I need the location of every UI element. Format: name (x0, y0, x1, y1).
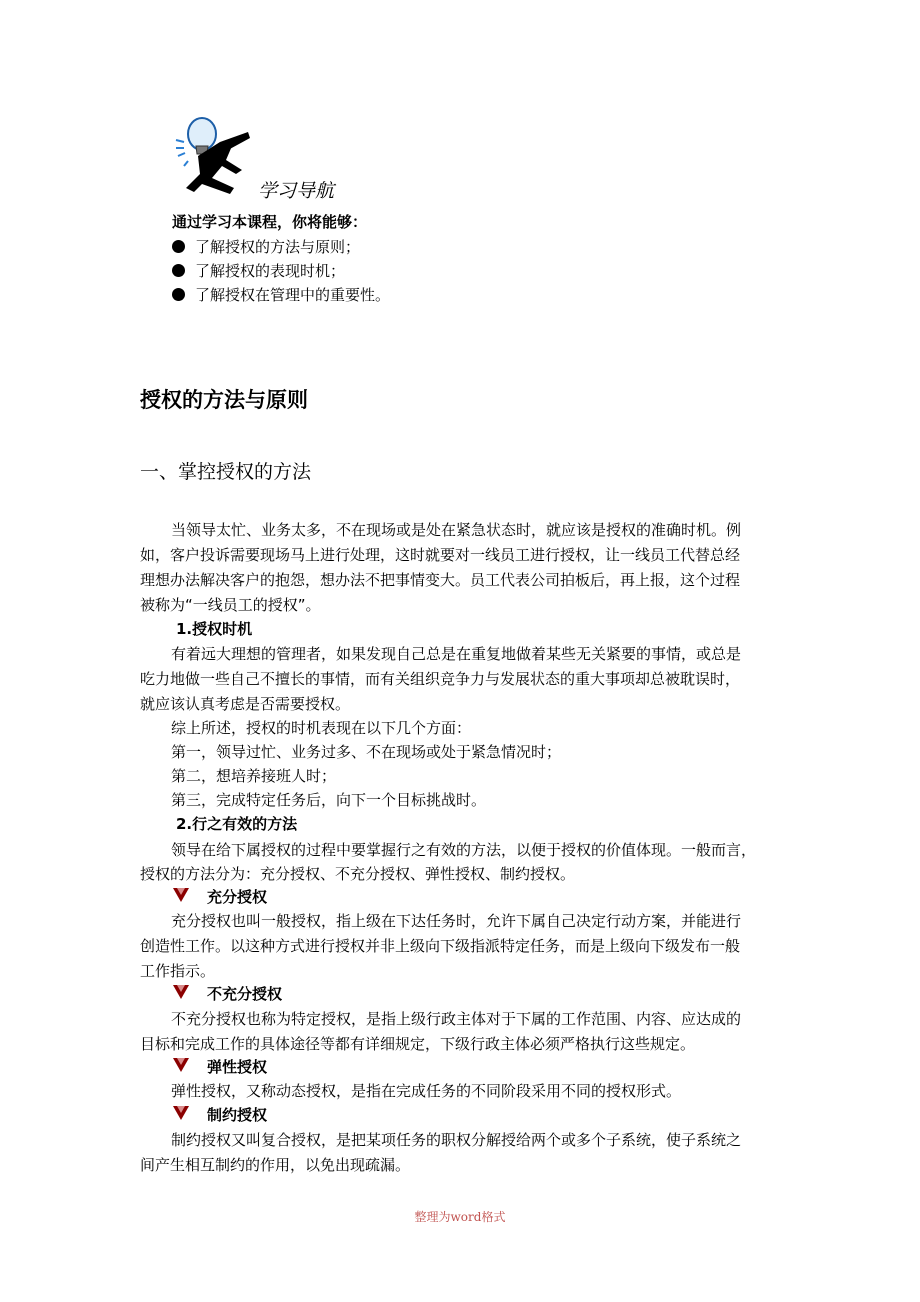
section-heading: 一、掌控授权的方法 (140, 461, 312, 483)
bullet-icon (172, 240, 185, 253)
paragraph-line: 理想办法解决客户的抱怨，想办法不把事情变大。员工代表公司拍板后，再上报，这个过程 (140, 571, 741, 589)
arrow-bullet-icon (172, 1056, 190, 1074)
list-item: 第三，完成特定任务后，向下一个目标挑战时。 (171, 791, 487, 809)
arrow-bullet-icon (172, 983, 190, 1001)
paragraph-line: 不充分授权也称为特定授权，是指上级行政主体对于下属的工作范围、内容、应达成的 (171, 1010, 742, 1028)
arrow-bullet-icon (172, 1104, 190, 1122)
method-title: 充分授权 (207, 888, 268, 906)
nav-bullet-item: 了解授权在管理中的重要性。 (172, 283, 390, 307)
paragraph-line: 充分授权也叫一般授权，指上级在下达任务时，允许下属自己决定行动方案，并能进行 (171, 912, 742, 930)
subsection-title: 2.行之有效的方法 (176, 815, 298, 833)
paragraph-line: 创造性工作。以这种方式进行授权并非上级向下级指派特定任务，而是上级向下级发布一般 (140, 937, 741, 955)
nav-bullet-item: 了解授权的表现时机； (172, 259, 345, 283)
paragraph-line: 目标和完成工作的具体途径等都有详细规定，下级行政主体必须严格执行这些规定。 (140, 1035, 696, 1053)
list-item: 第二，想培养接班人时； (171, 767, 337, 785)
nav-bullet-item: 了解授权的方法与原则； (172, 235, 360, 259)
paragraph-line: 有着远大理想的管理者，如果发现自己总是在重复地做着某些无关紧要的事情，或总是 (171, 645, 742, 663)
subsection-title: 1.授权时机 (176, 620, 253, 638)
paragraph-line: 综上所述，授权的时机表现在以下几个方面： (171, 719, 472, 737)
nav-title: 学习导航 (258, 180, 335, 202)
paragraph-line: 工作指示。 (140, 962, 216, 980)
footer-note: 整理为word格式 (414, 1210, 506, 1224)
lightbulb-runner-logo (172, 112, 252, 198)
list-item: 第一，领导过忙、业务过多、不在现场或处于紧急情况时； (171, 743, 562, 761)
paragraph-line: 授权的方法分为：充分授权、不充分授权、弹性授权、制约授权。 (140, 865, 576, 883)
method-title: 制约授权 (207, 1106, 268, 1124)
bullet-icon (172, 264, 185, 277)
nav-intro: 通过学习本课程，你将能够： (172, 213, 368, 231)
paragraph-line: 吃力地做一些自己不擅长的事情，而有关组织竞争力与发展状态的重大事项却总被耽误时， (140, 670, 741, 688)
paragraph-line: 被称为“一线员工的授权”。 (140, 596, 321, 614)
paragraph-line: 就应该认真考虑是否需要授权。 (140, 695, 351, 713)
method-title: 不充分授权 (207, 985, 283, 1003)
arrow-bullet-icon (172, 886, 190, 904)
paragraph-line: 间产生相互制约的作用，以免出现疏漏。 (140, 1156, 411, 1174)
paragraph-line: 领导在给下属授权的过程中要掌握行之有效的方法，以便于授权的价值体现。一般而言， (171, 841, 757, 859)
method-title: 弹性授权 (207, 1058, 268, 1076)
paragraph-line: 当领导太忙、业务太多，不在现场或是处在紧急状态时，就应该是授权的准确时机。例 (171, 521, 742, 539)
bullet-icon (172, 288, 185, 301)
paragraph-line: 弹性授权，又称动态授权，是指在完成任务的不同阶段采用不同的授权形式。 (171, 1082, 682, 1100)
paragraph-line: 制约授权又叫复合授权，是把某项任务的职权分解授给两个或多个子系统，使子系统之 (171, 1131, 742, 1149)
main-heading: 授权的方法与原则 (140, 388, 308, 412)
paragraph-line: 如，客户投诉需要现场马上进行处理，这时就要对一线员工进行授权，让一线员工代替总经 (140, 546, 741, 564)
